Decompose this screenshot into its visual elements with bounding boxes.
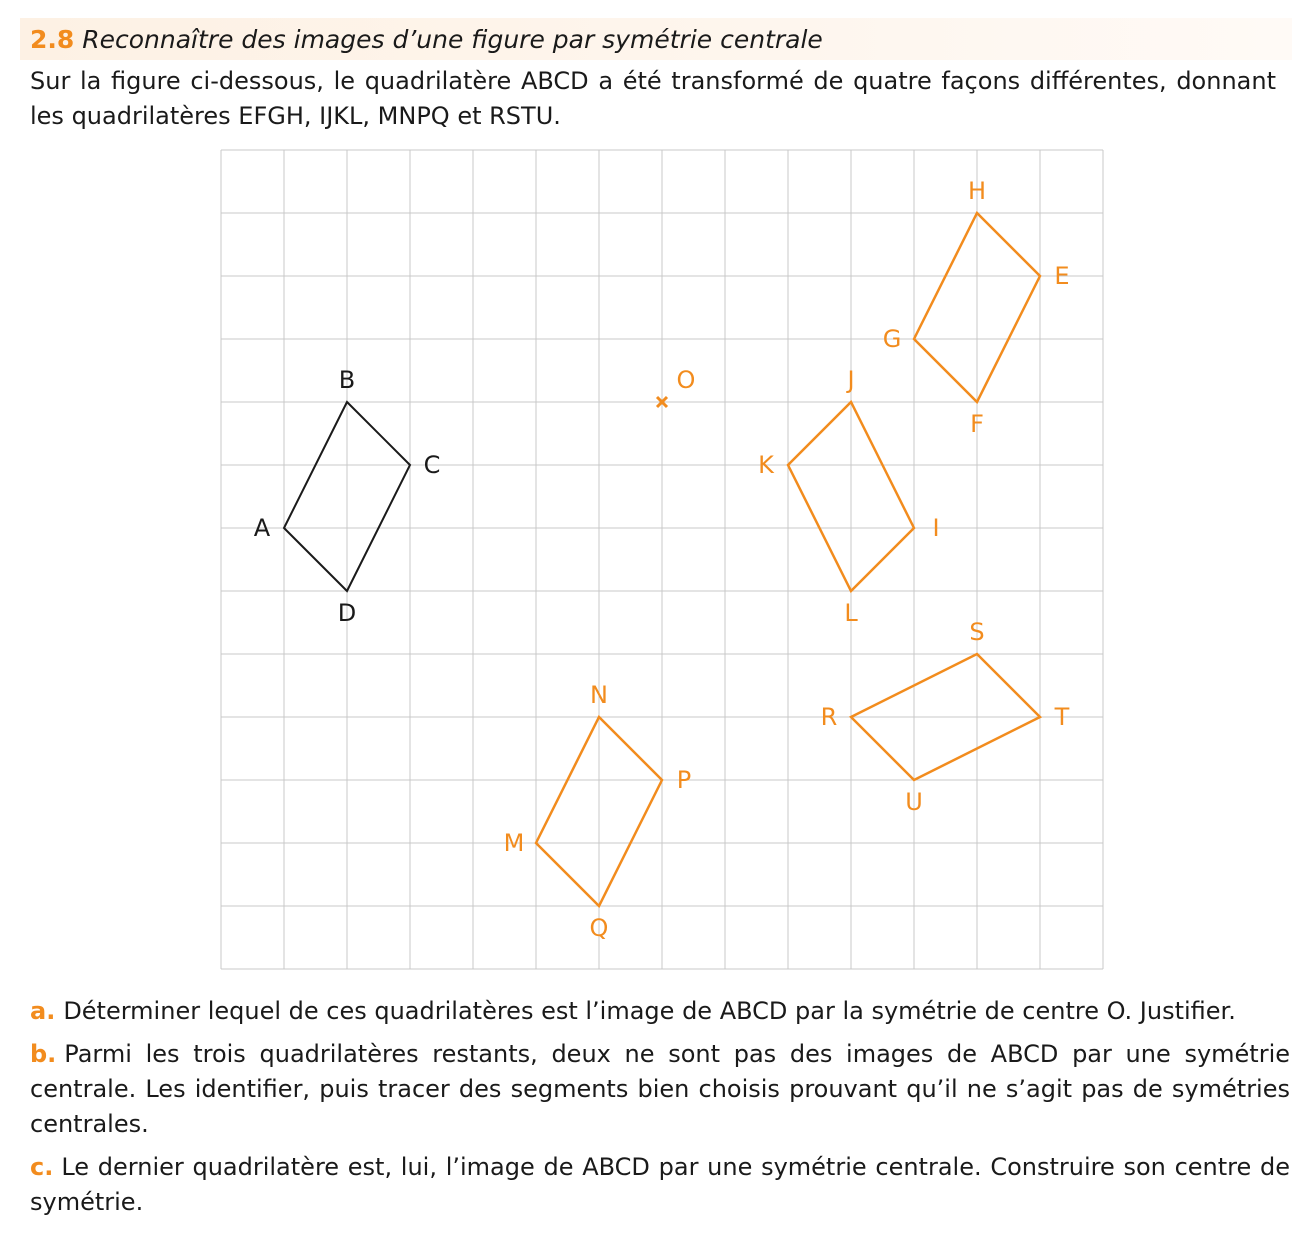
question-b [30, 1037, 1290, 1142]
point-label-l: L [844, 599, 858, 627]
exercise-title: Reconnaître des images d’une figure par symétrie centrale [82, 25, 823, 54]
grid-lines [221, 150, 1103, 969]
exercise-number: 2.8 [30, 25, 75, 54]
question-c [30, 1150, 1290, 1220]
question-c-text: Le dernier quadrilatère est, lui, l’image de ABCD par une symétrie centrale. Construire son centre de symétrie. [30, 1153, 1290, 1216]
point-label-r: R [820, 703, 838, 731]
point-label-a: A [253, 514, 271, 542]
center-point [657, 366, 695, 407]
point-label-n: N [590, 681, 608, 709]
point-label-u: U [905, 788, 923, 816]
intro-text: Sur la figure ci-dessous, le quadrilatère ABCD a été transformé de quatre façons différentes, donnant les quadrilatères EFGH, IJKL, MNPQ et RSTU. [30, 67, 1276, 130]
point-label-t: T [1054, 703, 1070, 731]
point-label-p: P [676, 766, 692, 794]
point-label-d: D [337, 599, 357, 627]
point-label-j: J [847, 366, 855, 394]
question-b-text: Parmi les trois quadrilatères restants, deux ne sont pas des images de ABCD par une symétrie centrale. Les identifier, puis tracer des segments bien choisis prouvant qu’il ne s’agit pas de symétries centrales. [30, 1040, 1290, 1138]
point-label-h: H [967, 177, 987, 205]
questions-list [30, 994, 1290, 1228]
point-label-m: M [503, 829, 525, 857]
point-label-s: S [969, 618, 985, 646]
center-label: O [676, 366, 696, 394]
point-label-i: I [932, 514, 940, 542]
point-label-f: F [970, 410, 984, 438]
point-label-q: Q [589, 914, 609, 942]
point-label-k: K [758, 451, 774, 479]
question-a [30, 994, 1290, 1029]
question-a-letter: a. [30, 997, 56, 1025]
point-label-e: E [1054, 262, 1070, 290]
question-b-letter: b. [30, 1040, 57, 1068]
point-label-g: G [882, 325, 902, 353]
point-label-c: C [423, 451, 441, 479]
question-a-text: Déterminer lequel de ces quadrilatères est l’image de ABCD par la symétrie de centre O. Justifier. [63, 997, 1236, 1025]
question-c-letter: c. [30, 1153, 54, 1181]
point-label-b: B [338, 366, 356, 394]
